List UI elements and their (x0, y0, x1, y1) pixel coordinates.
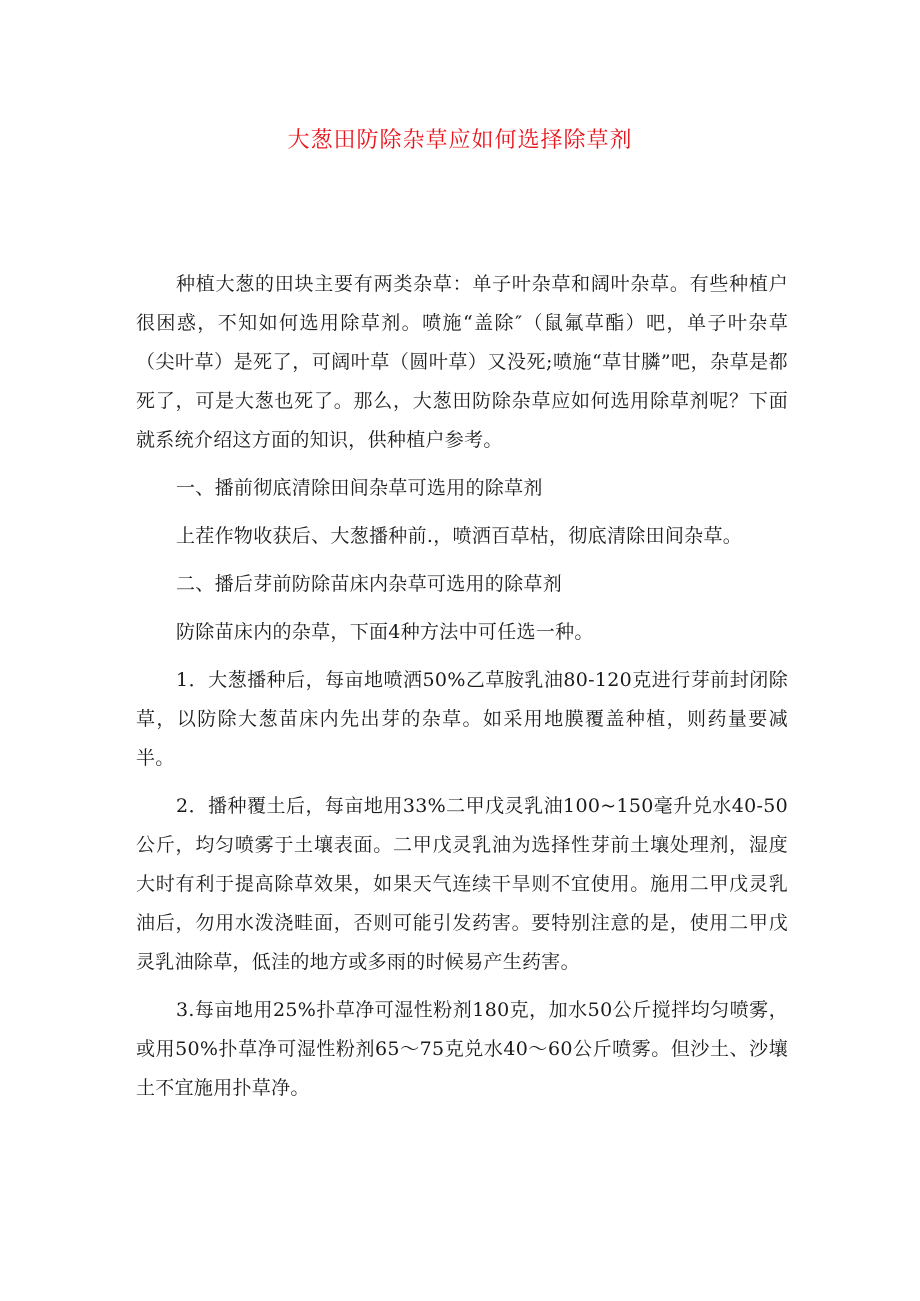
section-heading-2: 二、播后芽前防除苗床内杂草可选用的除草剂 (176, 573, 563, 595)
method-1-paragraph: 1．大葱播种后，每亩地喷洒50%乙草胺乳油80-120克进行芽前封闭除草，以防除大葱苗床内先出芽的杂草。如采用地膜覆盖种植，则药量要减半。 (136, 669, 788, 769)
document-body (136, 265, 788, 1108)
intro-paragraph: 种植大葱的田块主要有两类杂草：单子叶杂草和阔叶杂草。有些种植户很困惑，不知如何选用除草剂。喷施“盖除″（鼠氟草酯）吧，单子叶杂草（尖叶草）是死了，可阔叶草（圆叶草）又没死;喷施“草甘膦”吧，杂草是都死了，可是大葱也死了。那么，大葱田防除杂草应如何选用除草剂呢？下面就系统介绍这方面的知识，供种植户参考。 (136, 273, 788, 451)
section-heading-1: 一、播前彻底清除田间杂草可选用的除草剂 (176, 477, 543, 499)
section-1-paragraph: 上茬作物收获后、大葱播种前.，喷洒百草枯，彻底清除田间杂草。 (176, 525, 743, 547)
method-3-paragraph: 3.每亩地用25%扑草净可湿性粉剂180克，加水50公斤搅拌均匀喷雾，或用50%扑草净可湿性粉剂65～75克兑水40～60公斤喷雾。但沙土、沙壤土不宜施用扑草净。 (136, 999, 788, 1099)
document-title: 大葱田防除杂草应如何选择除草剂 (287, 128, 633, 153)
method-2-paragraph: 2．播种覆土后，每亩地用33%二甲戊灵乳油100~150毫升兑水40-50公斤，均匀喷雾于土壤表面。二甲戊灵乳油为选择性芽前土壤处理剂，湿度大时有利于提高除草效果，如果天气连续干旱则不宜使用。施用二甲戊灵乳油后，勿用水泼浇畦面，否则可能引发药害。要特别注意的是，使用二甲戊灵乳油除草，低洼的地方或多雨的时候易产生药害。 (136, 795, 788, 973)
section-2-intro-paragraph: 防除苗床内的杂草，下面4种方法中可任选一种。 (176, 621, 594, 643)
